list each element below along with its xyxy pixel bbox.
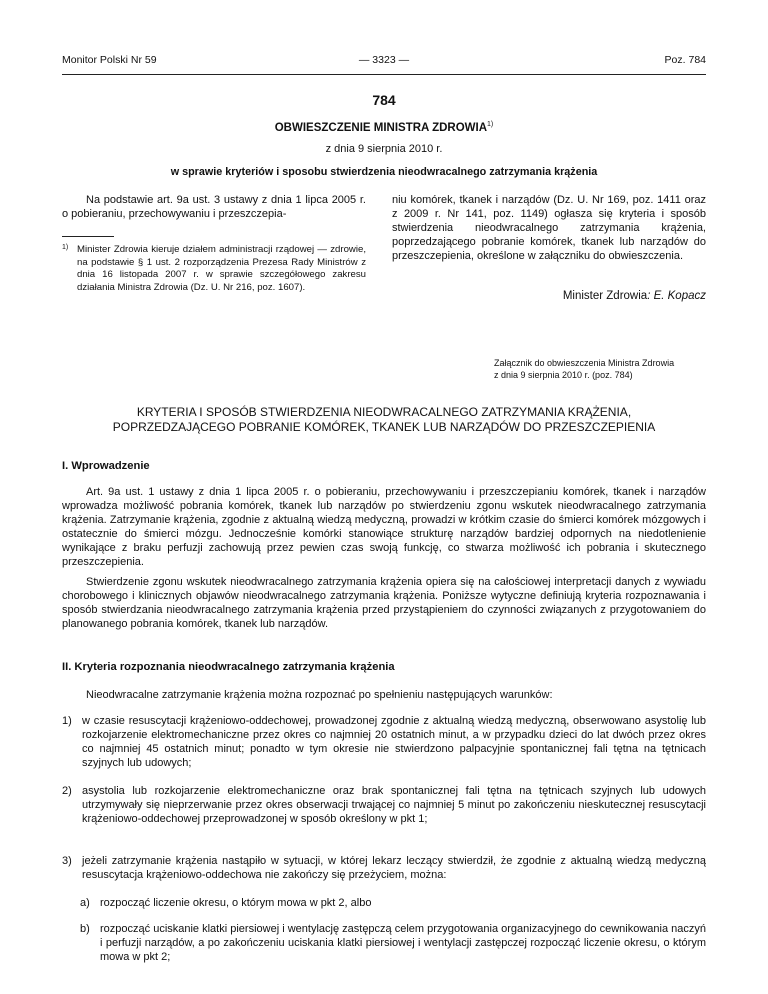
sub-list-item-label: a) bbox=[80, 897, 90, 909]
footnote bbox=[62, 244, 366, 294]
header-position: Poz. 784 bbox=[664, 54, 706, 66]
list-item-label: 1) bbox=[62, 715, 72, 727]
signature bbox=[563, 290, 706, 302]
section-2-heading: II. Kryteria rozpoznania nieodwracalnego zatrzymania krążenia bbox=[62, 661, 395, 673]
sub-list-item bbox=[80, 922, 706, 964]
list-item-text: jeżeli zatrzymanie krążenia nastąpiło w sytuacji, w której lekarz leczący stwierdził, że zgodnie z aktualną wiedzą medyczną resuscytacja krążeniowo-oddechowa nie zakończy się przeżyciem, można: bbox=[82, 855, 706, 881]
header-page-number: — 3323 — bbox=[358, 54, 410, 66]
section-1-heading: I. Wprowadzenie bbox=[62, 460, 150, 472]
signature-name: : E. Kopacz bbox=[647, 290, 706, 302]
footnote-mark: 1) bbox=[62, 244, 69, 251]
sub-list-item-label: b) bbox=[80, 923, 90, 935]
list-item-label: 2) bbox=[62, 785, 72, 797]
document-number: 784 bbox=[372, 92, 396, 108]
annex-title-line2: POPRZEDZAJĄCEGO POBRANIE KOMÓREK, TKANEK LUB NARZĄDÓW DO PRZESZCZEPIENIA bbox=[112, 420, 656, 434]
annex-note-line1: Załącznik do obwieszczenia Ministra Zdrowia bbox=[494, 358, 675, 368]
list-item-label: 3) bbox=[62, 855, 72, 867]
list-item bbox=[62, 714, 706, 770]
annex-title-line1: KRYTERIA I SPOSÓB STWIERDZENIA NIEODWRACALNEGO ZATRZYMANIA KRĄŻENIA, bbox=[136, 405, 632, 419]
list-item-text: asystolia lub rozkojarzenie elektromechaniczne oraz brak spontanicznej fali tętna na tętnicach szyjnych lub udowych utrzymywały się nieprzerwanie przez okres obserwacji trwającej co najmniej 5 minut po zakończeniu nieskutecznej resuscytacji krążeniowo-oddechowej przeprowadzonej w sposób określony w pkt 1; bbox=[82, 785, 706, 825]
document-title bbox=[0, 121, 768, 134]
footnote-rule bbox=[62, 236, 114, 237]
sub-list-item-text: rozpocząć liczenie okresu, o którym mowa w pkt 2, albo bbox=[100, 897, 372, 909]
list-item bbox=[62, 784, 706, 826]
signature-role: Minister Zdrowia bbox=[562, 290, 648, 302]
intro-left-text: Na podstawie art. 9a ust. 3 ustawy z dnia 1 lipca 2005 r. o pobieraniu, przechowywaniu i przeszczepia- bbox=[62, 194, 366, 220]
sub-list-item bbox=[80, 896, 706, 910]
annex-note-line2: z dnia 9 sierpnia 2010 r. (poz. 784) bbox=[494, 370, 633, 380]
title-footnote-ref: 1) bbox=[487, 121, 494, 128]
title-text: OBWIESZCZENIE MINISTRA ZDROWIA bbox=[274, 121, 488, 134]
list-item bbox=[62, 854, 706, 882]
header-rule bbox=[62, 74, 706, 75]
annex-title bbox=[62, 405, 706, 435]
sub-list-item-text: rozpocząć uciskanie klatki piersiowej i wentylację zastępczą celem przygotowania organizacyjnego do cewnikowania naczyń i perfuzji narządów, a po zakończeniu uciskania klatki piersiowej i wentylacji zastępczej rozpocząć liczenie okresu, o którym mowa w pkt 2; bbox=[100, 923, 706, 963]
footnote-text: Minister Zdrowia kieruje działem administracji rządowej — zdrowie, na podstawie § 1 ust. 2 rozporządzenia Prezesa Rady Ministrów z dnia 16 listopada 2007 r. w sprawie szczegółowego zakresu działania Ministra Zdrowia (Dz. U. Nr 216, poz. 1607). bbox=[77, 244, 366, 293]
section-1-paragraph-2: Stwierdzenie zgonu wskutek nieodwracalnego zatrzymania krążenia opiera się na całościowej interpretacji danych z wywiadu chorobowego i klinicznych objawów nieodwracalnego zatrzymania krążenia. Poniższe wytyczne definiują kryteria rozpoznawania i sposób stwierdzania nieodwracalnego zatrzymania krążenia przed przystąpieniem do czynności związanych z przygotowaniem do planowanego pobrania komórek, tkanek lub narządów. bbox=[62, 576, 706, 630]
annex-note bbox=[494, 357, 674, 381]
document-date: z dnia 9 sierpnia 2010 r. bbox=[325, 143, 443, 155]
section-2-intro: Nieodwracalne zatrzymanie krążenia można rozpoznać po spełnieniu następujących warunków: bbox=[86, 689, 553, 701]
intro-right-text: niu komórek, tkanek i narządów (Dz. U. Nr 169, poz. 1411 oraz z 2009 r. Nr 141, poz. 1149) ogłasza się kryteria i sposób stwierdzenia nieodwracalnego zatrzymania krążenia, poprzedzającego pobranie komórek, tkanek lub narządów do przeszczepienia, określone w załączniku do obwieszczenia. bbox=[392, 194, 706, 262]
header-journal: Monitor Polski Nr 59 bbox=[62, 54, 157, 66]
list-item-text: w czasie resuscytacji krążeniowo-oddechowej, prowadzonej zgodnie z aktualną wiedzą medyczną, obserwowano asystolię lub rozkojarzenie elektromechaniczne przez okres co najmniej 20 ostatnich minut, a w przypadku dzieci do lat dwóch przez okres co najmniej 45 ostatnich minut; ponadto w tym okresie nie stwierdzono palpacyjnie spontanicznej fali tętna na tętnicach szyjnych lub udowych; bbox=[82, 715, 706, 769]
document-subject: w sprawie kryteriów i sposobu stwierdzenia nieodwracalnego zatrzymania krążenia bbox=[170, 166, 598, 178]
section-1-paragraph-1: Art. 9a ust. 1 ustawy z dnia 1 lipca 2005 r. o pobieraniu, przechowywaniu i przeszczepianiu komórek, tkanek i narządów wprowadza możliwość pobrania komórek, tkanek lub narządów po stwierdzeniu zgonu wskutek nieodwracalnego zatrzymania krążenia. Zatrzymanie krążenia, zgodnie z aktualną wiedzą medyczną, prowadzi w krótkim czasie do śmierci komórek mózgowych i ostatecznie do śmierci mózgu. Jednocześnie komórki stanowiące strukturę narządów bardziej odpornych na niedotlenienie wynikające z braku perfuzji zachowują przez pewien czas swoją funkcję, co stwarza możliwość ich pobrania i skutecznego przeszczepienia. bbox=[62, 486, 706, 568]
